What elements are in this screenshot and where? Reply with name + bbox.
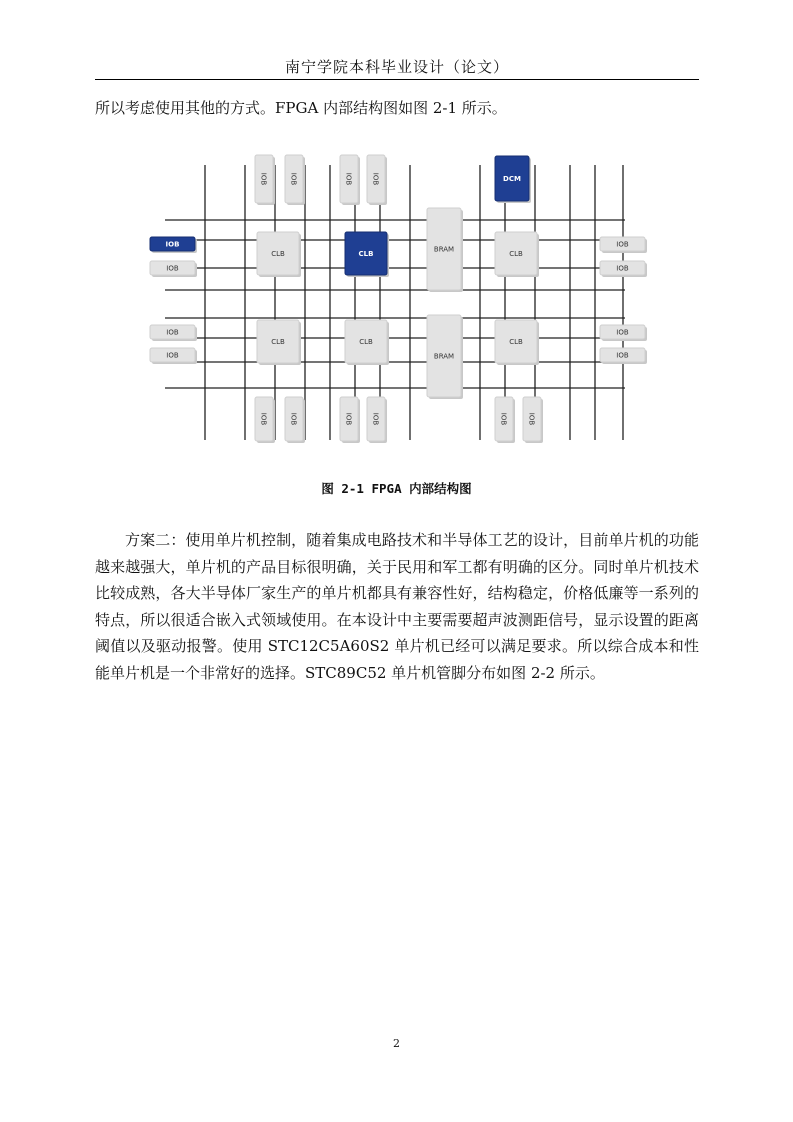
bram-block-label: BRAM [433, 352, 455, 361]
iob-block-bottom-label: IOB [259, 412, 268, 426]
header-divider [95, 79, 699, 80]
clb-block-label: CLB [271, 250, 285, 258]
iob-block-top-label: IOB [371, 172, 380, 186]
clb-block-highlight-label: CLB [358, 250, 374, 258]
bram-block-label: BRAM [433, 245, 455, 254]
iob-block-right-label: IOB [616, 351, 629, 360]
iob-block-right-label: IOB [616, 240, 629, 249]
iob-block-top-label: IOB [259, 172, 268, 186]
figure-caption: 图 2-1 FPGA 内部结构图 [321, 481, 472, 496]
page-header-title: 南宁学院本科毕业设计（论文） [284, 58, 509, 76]
lead-paragraph: 所以考虑使用其他的方式。FPGA 内部结构图如图 2-1 所示。 [95, 99, 507, 117]
iob-block-right-label: IOB [616, 328, 629, 337]
iob-block-left-highlight-label: IOB [165, 240, 180, 249]
clb-block-label: CLB [271, 338, 285, 346]
iob-block-bottom-label: IOB [289, 412, 298, 426]
iob-block-bottom-label: IOB [344, 412, 353, 426]
iob-block-left-label: IOB [166, 351, 179, 360]
iob-block-bottom-label: IOB [371, 412, 380, 426]
body-paragraph: 方案二：使用单片机控制，随着集成电路技术和半导体工艺的设计，目前单片机的功能越来越强大，单片机的产品目标很明确，关于民用和军工都有明确的区分。同时单片机技术比较成熟，各大半导体厂家生产的单片机都具有兼容性好，结构稳定，价格低廉等一系列的特点，所以很适合嵌入式领域使用。在本设计中主要需要超声波测距信号，显示设置的距离阈值以及驱动报警。使用 STC12C5A60S2 单片机已经可以满足要求。所以综合成本和性能单片机是一个非常好的选择。STC89C52 单片机管脚分布如图 2-2 所示。 [95, 531, 699, 682]
dcm-block-label: DCM [503, 175, 521, 183]
iob-block-bottom-label: IOB [499, 412, 508, 426]
iob-block-top-label: IOB [289, 172, 298, 186]
clb-block-label: CLB [359, 338, 373, 346]
iob-block-left-label: IOB [166, 328, 179, 337]
clb-block-label: CLB [509, 250, 523, 258]
iob-block-top-label: IOB [344, 172, 353, 186]
iob-block-right-label: IOB [616, 264, 629, 273]
page-number: 2 [393, 1037, 400, 1050]
clb-block-label: CLB [509, 338, 523, 346]
iob-block-left-label: IOB [166, 264, 179, 273]
fpga-structure-figure [145, 150, 650, 450]
iob-block-bottom-label: IOB [527, 412, 536, 426]
fpga-diagram [145, 150, 650, 450]
